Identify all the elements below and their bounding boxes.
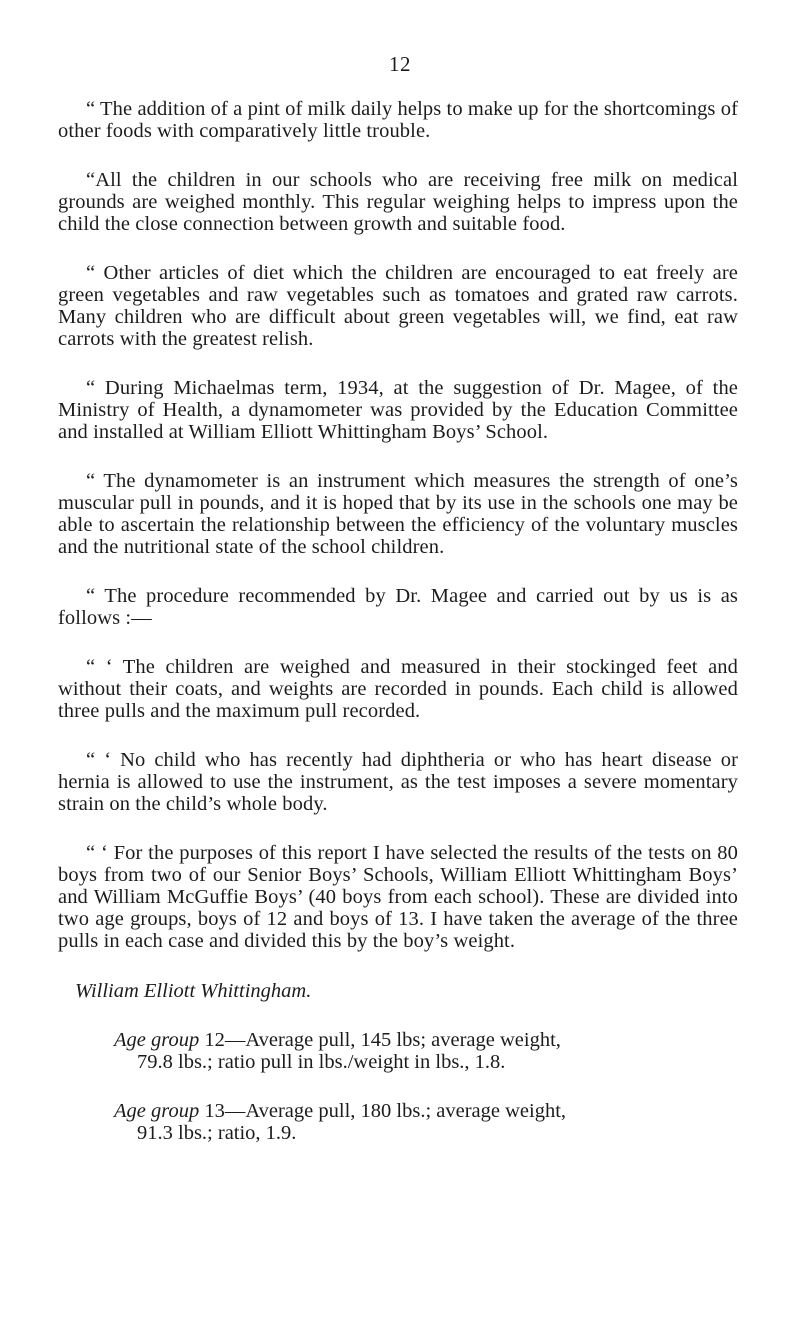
result-line-2: 91.3 lbs.; ratio, 1.9. xyxy=(137,1122,297,1144)
paragraph-dynamometer-installed: “ During Michaelmas term, 1934, at the suggestion of Dr. Magee, of the Ministry of Health, a dynamometer was provided by the Education Committee and installed at William Elliott Whittingham Boys’ School. xyxy=(58,377,738,443)
page-number: 12 xyxy=(389,52,411,76)
paragraph-procedure-weighing: “ ‘ The children are weighed and measured in their stockinged feet and without their coats, and weights are recorded in pounds. Each child is allowed three pulls and the maximum pull recorded. xyxy=(58,656,738,722)
result-age-12 xyxy=(0,1029,800,1073)
result-label: Age group xyxy=(114,1100,205,1122)
paragraph-diet: “ Other articles of diet which the children are encouraged to eat freely are green vegetables and raw vegetables such as tomatoes and grated raw carrots. Many children who are difficult about green vegetables will, we find, eat raw carrots with the greatest relish. xyxy=(58,262,738,350)
paragraph-procedure-exclusions: “ ‘ No child who has recently had diphtheria or who has heart disease or hernia is allowed to use the instrument, as the test imposes a severe momentary strain on the child’s whole body. xyxy=(58,749,738,815)
result-line-1: 13—Average pull, 180 lbs.; average weight, xyxy=(204,1100,567,1122)
paragraph-procedure-intro: “ The procedure recommended by Dr. Magee and carried out by us is as follows :— xyxy=(58,585,738,629)
paragraph-weighing: “All the children in our schools who are receiving free milk on medical grounds are weighed monthly. This regular weighing helps to impress upon the child the close connection between growth and suitable food. xyxy=(58,169,738,235)
result-label: Age group xyxy=(114,1029,205,1051)
paragraph-milk-addition: “ The addition of a pint of milk daily helps to make up for the shortcomings of other foods with comparatively little trouble. xyxy=(58,98,739,142)
result-line-2: 79.8 lbs.; ratio pull in lbs./weight in lbs., 1.8. xyxy=(137,1051,506,1073)
result-line-1: 12—Average pull, 145 lbs; average weight, xyxy=(204,1029,561,1051)
paragraph-report-selection: “ ‘ For the purposes of this report I have selected the results of the tests on 80 boys from two of our Senior Boys’ Schools, William Elliott Whittingham Boys’ and William McGuffie Boys’ (40 boys from each school). These are divided into two age groups, boys of 12 and boys of 13. I have taken the average of the three pulls in each case and divided this by the boy’s weight. xyxy=(58,842,738,952)
paragraph-dynamometer-definition: “ The dynamometer is an instrument which measures the strength of one’s muscular pull in pounds, and it is hoped that by its use in the schools one may be able to ascertain the relationship between the efficiency of the voluntary muscles and the nutritional state of the school children. xyxy=(58,470,738,558)
result-age-13 xyxy=(0,1100,800,1144)
body-text xyxy=(0,98,800,1144)
school-heading: William Elliott Whittingham. xyxy=(75,980,312,1002)
